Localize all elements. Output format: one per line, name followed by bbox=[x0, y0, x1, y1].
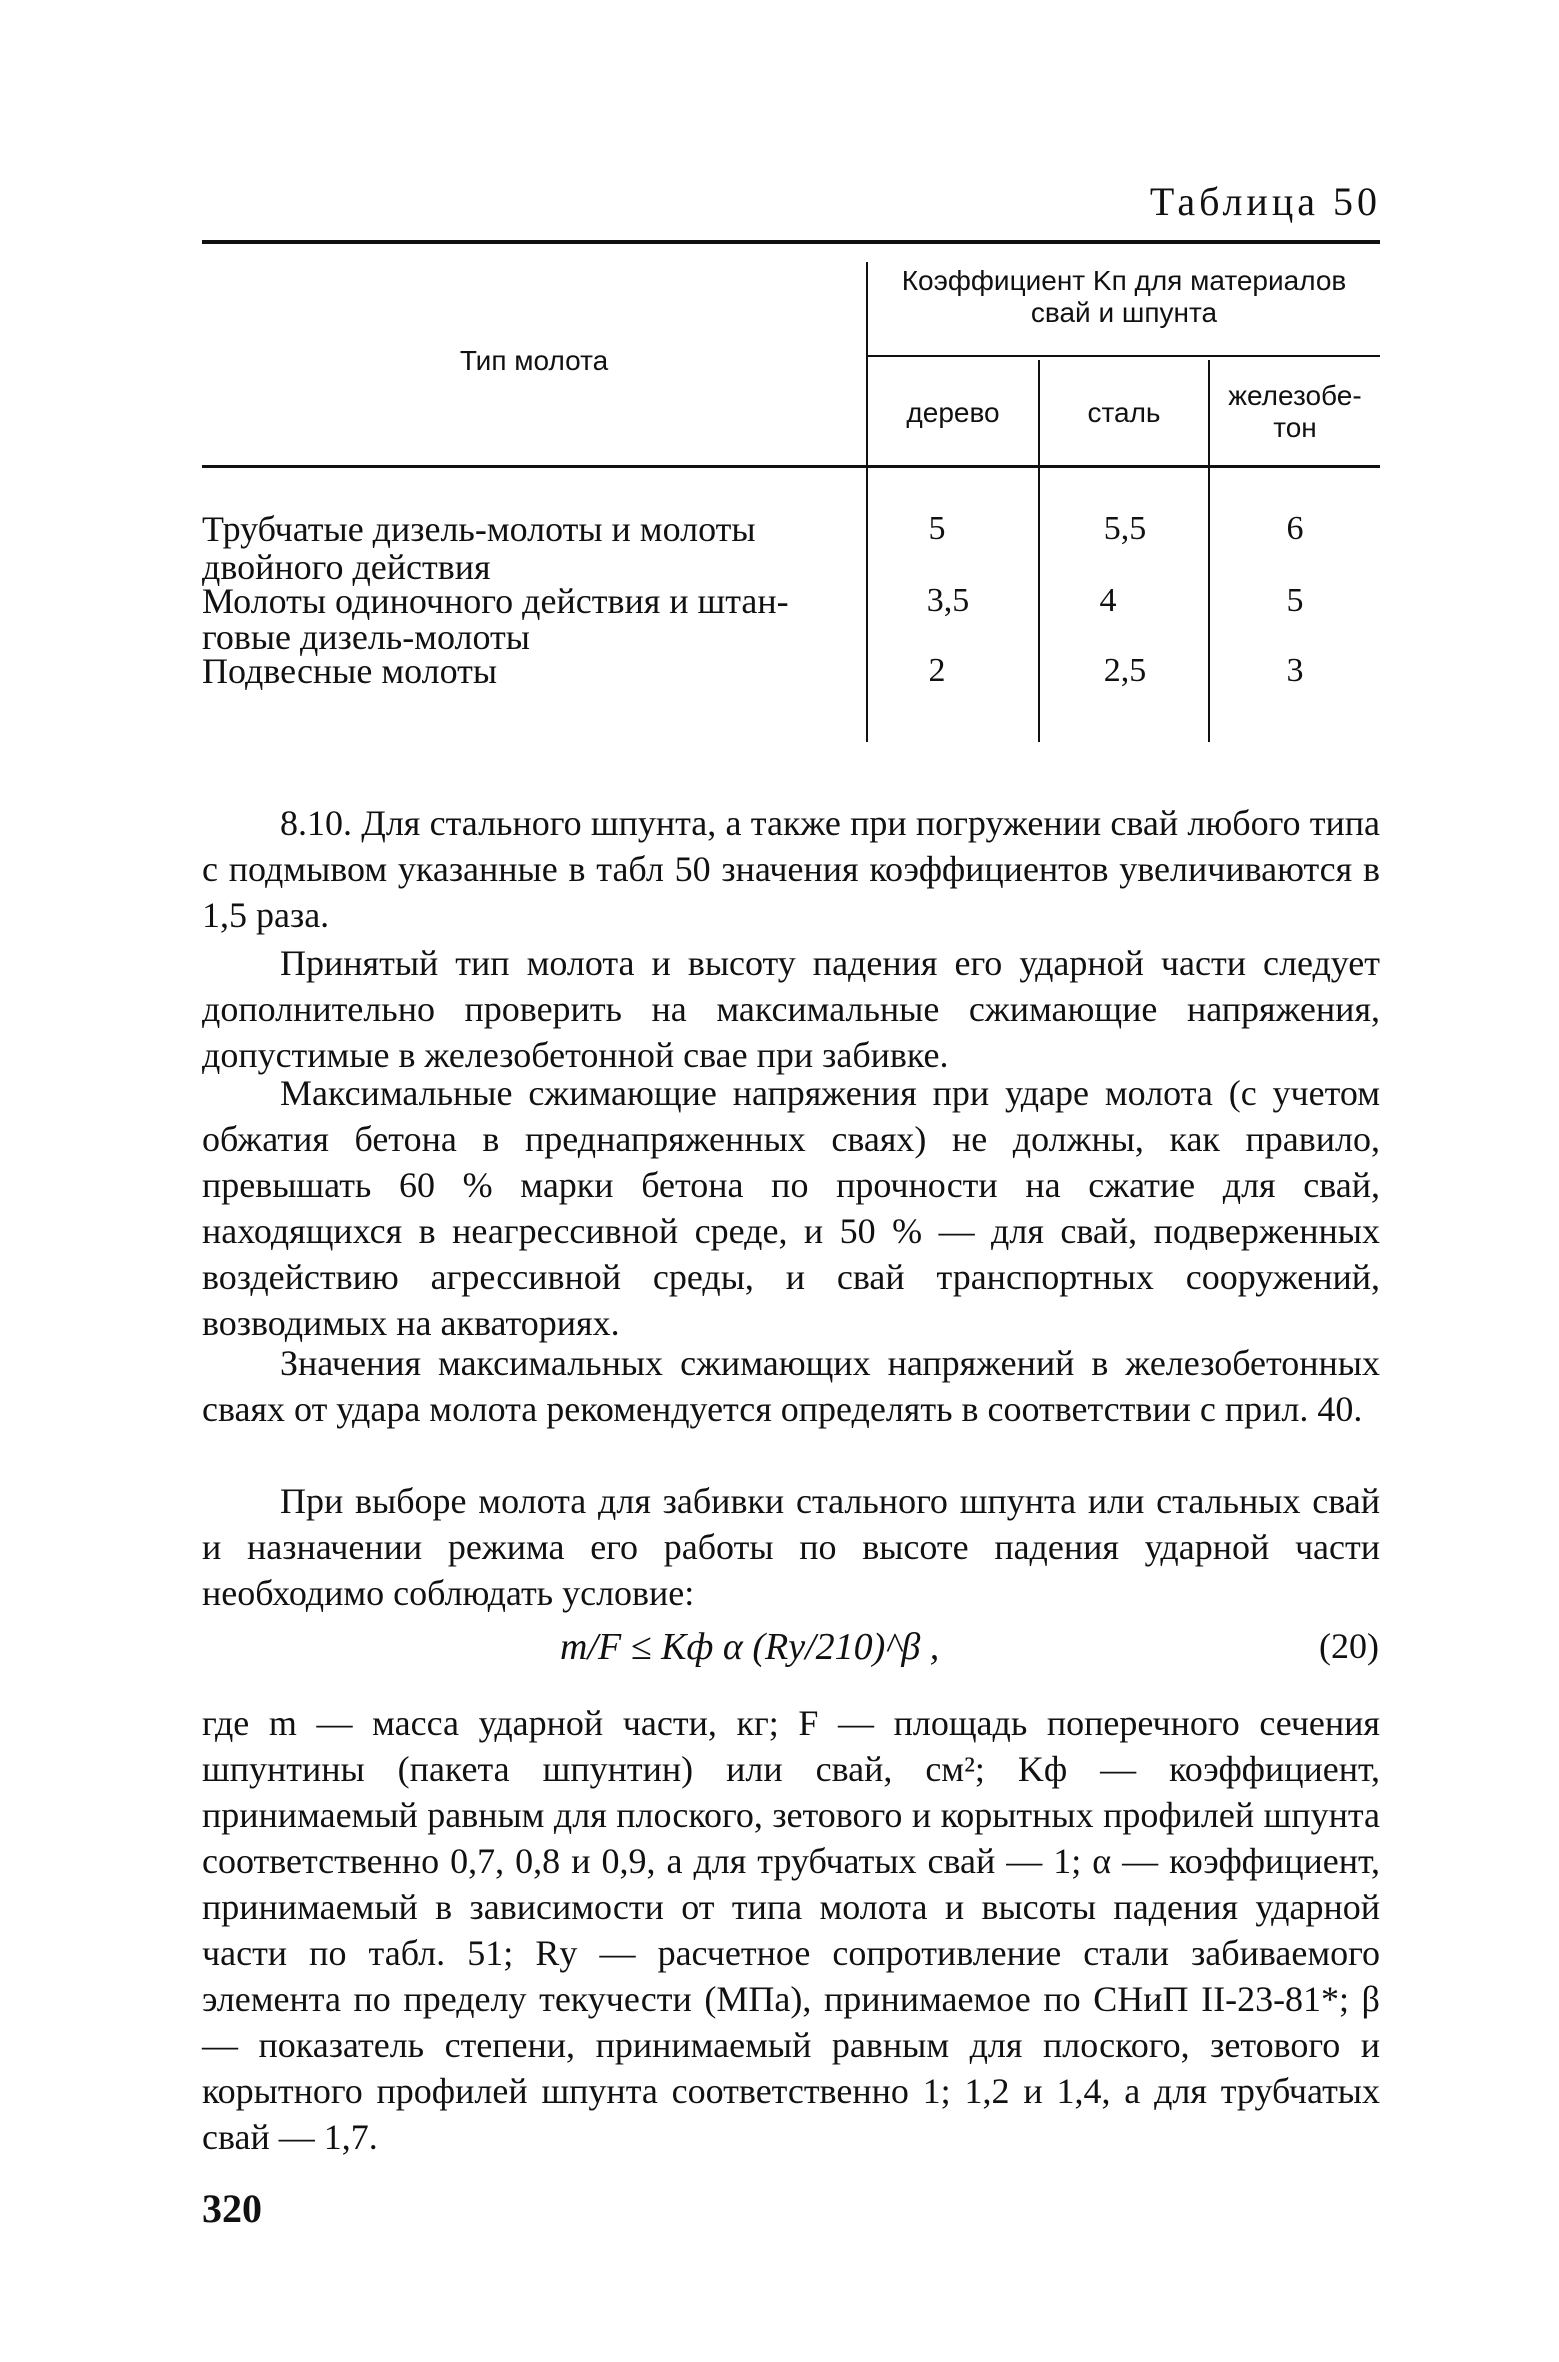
header-bottom-rule bbox=[202, 465, 1380, 468]
row-1-label-line2: двойного действия bbox=[202, 547, 491, 587]
row-2-wood: 3,5 bbox=[926, 582, 970, 619]
table-top-rule bbox=[202, 240, 1380, 244]
row-3-concrete: 3 bbox=[1286, 652, 1304, 689]
paragraph-hammer-check: Принятый тип молота и высоту падения его ударной части следует дополнительно проверить на максимальные сжимающие напряжения, допустимые в железобетонной свае при забивке. bbox=[202, 943, 1380, 1075]
formula-number: (20) bbox=[1319, 1626, 1379, 1666]
paragraph-hammer-selection: При выборе молота для забивки стального шпунта или стальных свай и назначении режима его работы по высоте падения ударной части необходимо соблюдать условие: bbox=[202, 1481, 1380, 1613]
row-2-label-line1: Молоты одиночного действия и штан- bbox=[202, 581, 789, 621]
header-mid-rule bbox=[868, 355, 1380, 357]
header-group-line1: Коэффициент Kп для материалов bbox=[901, 265, 1347, 296]
formula-20: m/F ≤ Kф α (Rу/210)^β , bbox=[560, 1626, 940, 1668]
page-number: 320 bbox=[202, 2186, 262, 2231]
paragraph-8-10: 8.10. Для стального шпунта, а также при погружении свай любого типа с подмывом указанные в табл 50 значения коэффициентов увеличиваются в 1,5 раза. bbox=[202, 803, 1380, 935]
paragraph-definitions: где m — масса ударной части, кг; F — площадь поперечного сечения шпунтины (пакета шпунтин) или свай, см²; Kф — коэффициент, принимаемый равным для плоского, зетового и корытных профилей шпунта соответственно 0,7, 0,8 и 0,9, а для трубчатых свай — 1; α — коэффициент, принимаемый в зависимости от типа молота и высоты падения ударной части по табл. 51; Rу — расчетное сопротивление стали забиваемого элемента по пределу текучести (МПа), принимаемое по СНиП II-23-81*; β — показатель степени, принимаемый равным для плоского, зетового и корытного профилей шпунта соответственно 1; 1,2 и 1,4, а для трубчатых свай — 1,7. bbox=[202, 1703, 1380, 2157]
row-3-wood: 2 bbox=[928, 652, 946, 689]
row-1-steel: 5,5 bbox=[1103, 510, 1147, 547]
table-caption: Таблица 50 bbox=[1149, 179, 1381, 224]
header-concrete-line1: железобе- bbox=[1228, 380, 1362, 411]
header-group-line2: свай и шпунта bbox=[1030, 297, 1218, 328]
column-divider-1 bbox=[866, 262, 868, 742]
paragraph-max-stress: Максимальные сжимающие напряжения при ударе молота (с учетом обжатия бетона в преднапряженных сваях) не должны, как правило, превышать 60 % марки бетона по прочности на сжатие для свай, находящихся в неагрессивной среде, и 50 % — для свай, подверженных воздействию агрессивной среды, и свай транспортных сооружений, возводимых на акваториях. bbox=[202, 1073, 1380, 1343]
row-3-steel: 2,5 bbox=[1103, 652, 1147, 689]
row-3-label-line1: Подвесные молоты bbox=[202, 651, 498, 691]
header-concrete-line2: тон bbox=[1273, 412, 1317, 443]
row-1-concrete: 6 bbox=[1286, 510, 1304, 547]
header-wood: дерево bbox=[906, 397, 1000, 428]
header-steel: сталь bbox=[1087, 397, 1161, 428]
paragraph-stress-values: Значения максимальных сжимающих напряжений в железобетонных сваях от удара молота рекомендуется определять в соответствии с прил. 40. bbox=[202, 1343, 1380, 1429]
row-2-concrete: 5 bbox=[1286, 582, 1304, 619]
row-2-steel: 4 bbox=[1099, 582, 1117, 619]
row-1-label-line1: Трубчатые дизель-молоты и молоты bbox=[202, 509, 756, 549]
row-2-label-line2: говые дизель-молоты bbox=[202, 617, 530, 657]
row-1-wood: 5 bbox=[928, 510, 946, 547]
header-type-col: Тип молота bbox=[459, 345, 609, 376]
